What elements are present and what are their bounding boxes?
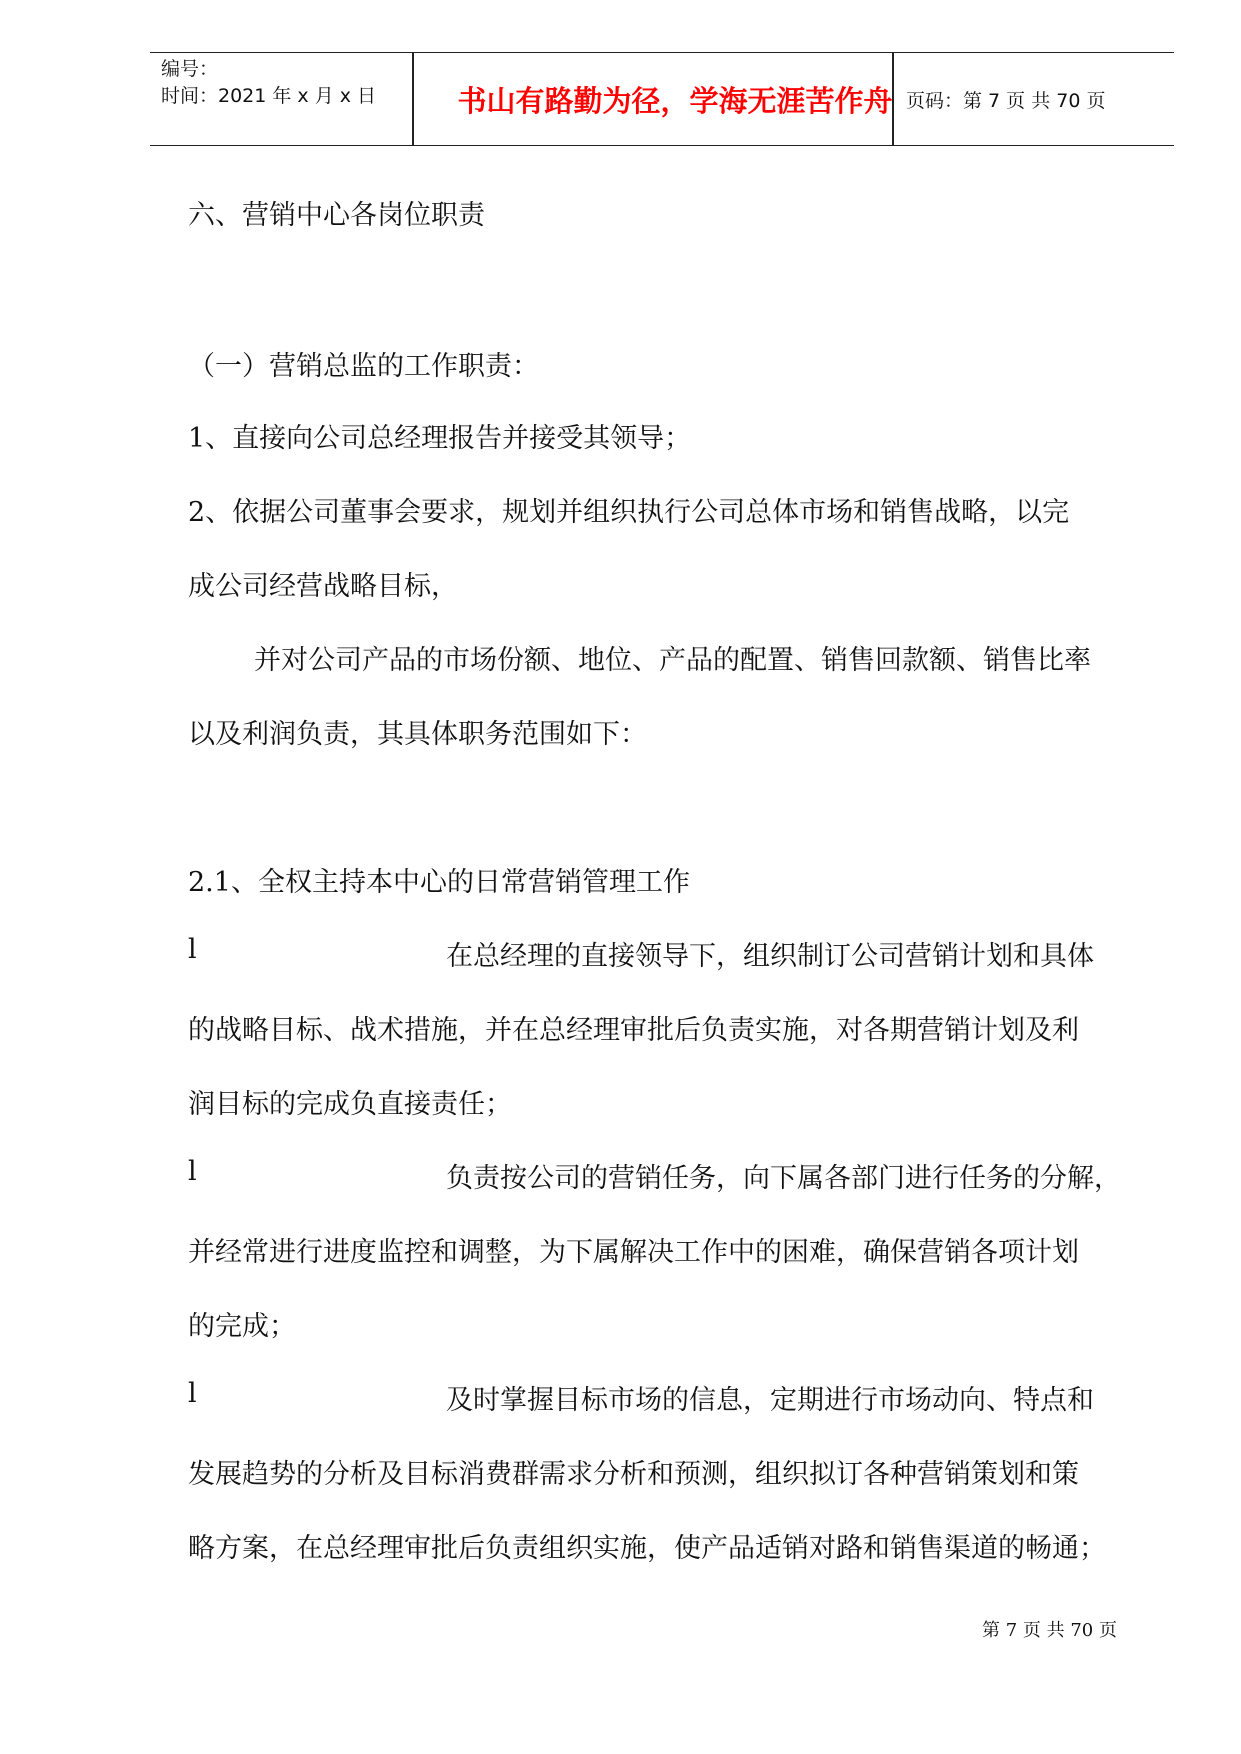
bullet-text: 的战略目标、战术措施，并在总经理审批后负责实施，对各期营销计划及利 xyxy=(188,1015,1079,1046)
paragraph: 成公司经营战略目标， xyxy=(188,571,458,602)
bullet-text: 并经常进行进度监控和调整，为下属解决工作中的困难，确保营销各项计划 xyxy=(188,1237,1079,1268)
page-footer: 第 7 页 共 70 页 xyxy=(982,1620,1117,1641)
paragraph: 1、直接向公司总经理报告并接受其领导； xyxy=(188,423,692,454)
header-page-code: 页码：第 7 页 共 70 页 xyxy=(906,89,1106,112)
header-divider xyxy=(892,53,894,145)
page-header xyxy=(150,52,1174,146)
header-serial: 编号： xyxy=(161,58,219,80)
bullet-text: 略方案，在总经理审批后负责组织实施，使产品适销对路和销售渠道的畅通； xyxy=(188,1533,1106,1564)
bullet-text: 发展趋势的分析及目标消费群需求分析和预测，组织拟订各种营销策划和策 xyxy=(188,1459,1079,1490)
paragraph: 并对公司产品的市场份额、地位、产品的配置、销售回款额、销售比率 xyxy=(254,645,1091,676)
header-motto: 书山有路勤为径，学海无涯苦作舟 xyxy=(457,83,893,118)
paragraph: 以及利润负责，其具体职务范围如下： xyxy=(188,719,647,750)
bullet-marker: l xyxy=(188,1156,197,1187)
bullet-text: 及时掌握目标市场的信息，定期进行市场动向、特点和 xyxy=(446,1385,1094,1416)
bullet-text: 润目标的完成负直接责任； xyxy=(188,1089,512,1120)
header-date: 时间：2021 年 x 月 x 日 xyxy=(161,85,377,107)
paragraph: 2、依据公司董事会要求，规划并组织执行公司总体市场和销售战略，以完 xyxy=(188,497,1070,528)
bullet-text: 在总经理的直接领导下，组织制订公司营销计划和具体 xyxy=(446,941,1094,972)
section-title: 六、营销中心各岗位职责 xyxy=(188,200,485,231)
bullet-text: 的完成； xyxy=(188,1311,296,1342)
bullet-marker: l xyxy=(188,1378,197,1409)
header-meta xyxy=(161,56,376,110)
bullet-marker: l xyxy=(188,934,197,965)
bullet-text: 负责按公司的营销任务，向下属各部门进行任务的分解， xyxy=(446,1163,1121,1194)
subsection-title: （一）营销总监的工作职责： xyxy=(188,351,539,382)
clause-heading: 2.1、全权主持本中心的日常营销管理工作 xyxy=(188,867,690,898)
